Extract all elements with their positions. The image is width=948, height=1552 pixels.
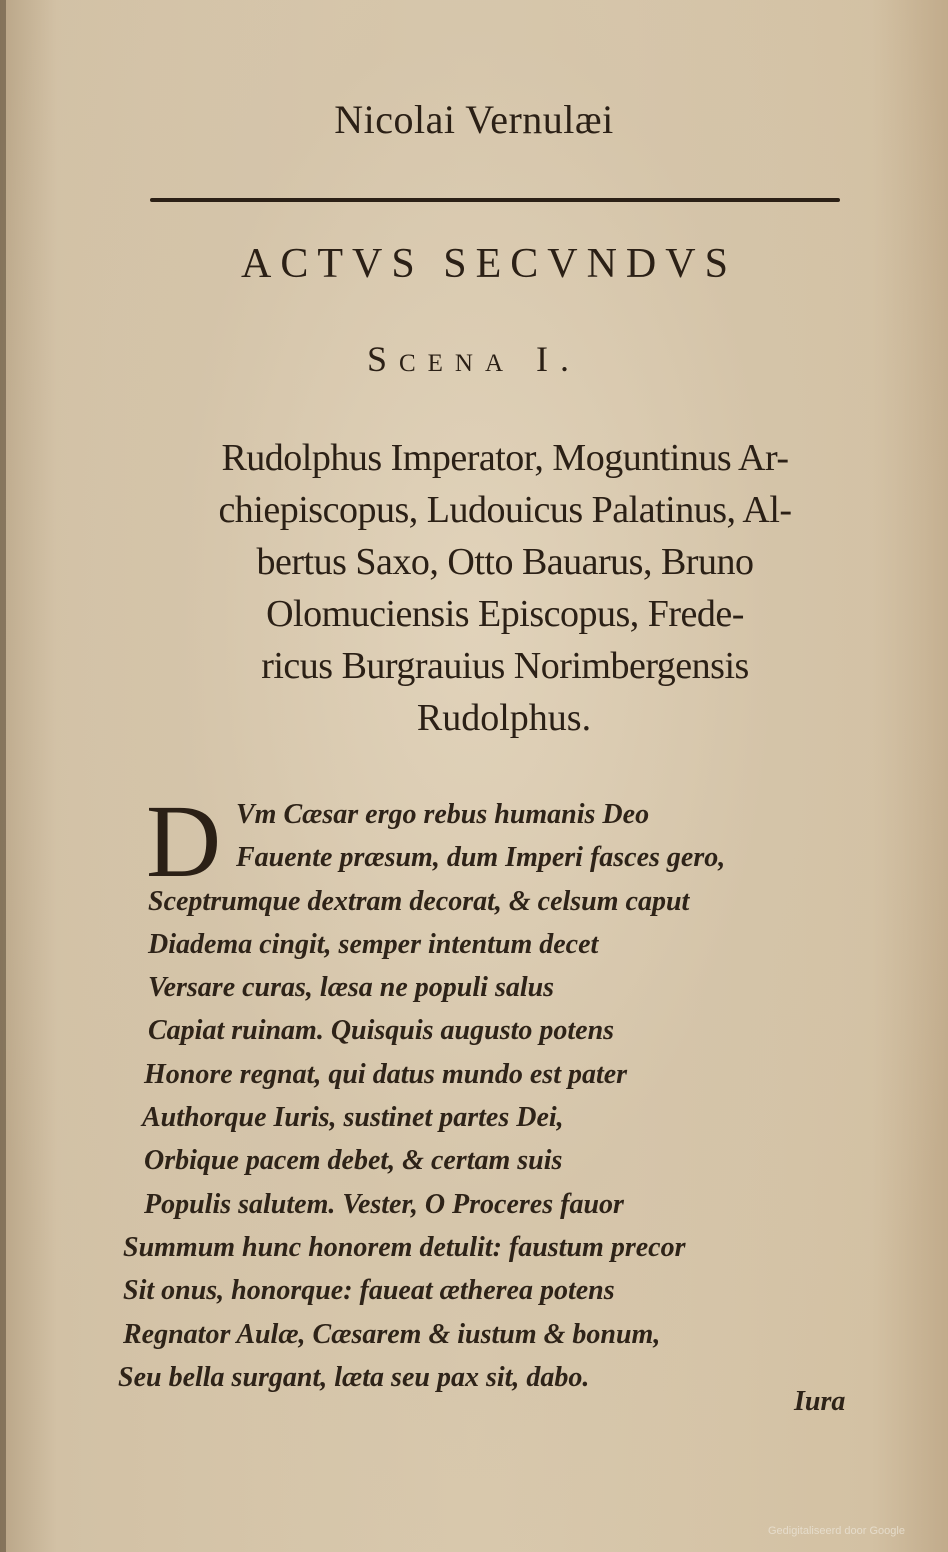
- persons-line: Olomuciensis Episcopus, Frede-: [266, 593, 744, 635]
- verse-line: Authorque Iuris, sustinet partes Dei,: [142, 1102, 564, 1134]
- verse-line: Diadema cingit, semper intentum decet: [148, 928, 599, 960]
- dramatis-personae: [145, 432, 865, 692]
- header-rule: [150, 198, 840, 202]
- act-title: ACTVS SECVNDVS: [241, 241, 737, 287]
- verse-line: Seu bella surgant, læta seu pax sit, dabo.: [118, 1361, 590, 1393]
- persons-line: ricus Burgrauius Norimbergensis: [261, 645, 749, 687]
- persons-line: bertus Saxo, Otto Bauarus, Bruno: [256, 541, 754, 583]
- scene-title: Scena I.: [366, 339, 582, 379]
- speaker-name: Rudolphus.: [416, 697, 592, 739]
- verse-line: Sceptrumque dextram decorat, & celsum caput: [148, 885, 690, 917]
- verse-line: Regnator Aulæ, Cæsarem & iustum & bonum,: [123, 1318, 661, 1350]
- digitization-watermark: Gedigitaliseerd door Google: [768, 1525, 905, 1537]
- verse-line: Honore regnat, qui datus mundo est pater: [144, 1058, 628, 1090]
- running-head: Nicolai Vernulæi: [334, 97, 614, 142]
- persons-line: chiepiscopus, Ludouicus Palatinus, Al-: [218, 489, 792, 531]
- page-edge: [0, 0, 6, 1552]
- verse-line: Sit onus, honorque: faueat ætherea potens: [123, 1275, 615, 1307]
- verse-line: Capiat ruinam. Quisquis augusto potens: [148, 1015, 615, 1047]
- catchword: Iura: [794, 1386, 846, 1417]
- drop-cap: D: [146, 784, 222, 899]
- verse-line: Vm Cæsar ergo rebus humanis Deo: [236, 799, 650, 830]
- verse-line: Fauente præsum, dum Imperi fasces gero,: [236, 842, 726, 874]
- persons-line: Rudolphus Imperator, Moguntinus Ar-: [221, 437, 789, 479]
- verse-line: Versare curas, læsa ne populi salus: [148, 972, 555, 1004]
- verse-line: Summum hunc honorem detulit: faustum precor: [123, 1231, 686, 1263]
- verse-line: Populis salutem. Vester, O Proceres fauor: [144, 1188, 624, 1220]
- verse-block: [118, 784, 848, 1399]
- verse-line: Orbique pacem debet, & certam suis: [144, 1145, 563, 1177]
